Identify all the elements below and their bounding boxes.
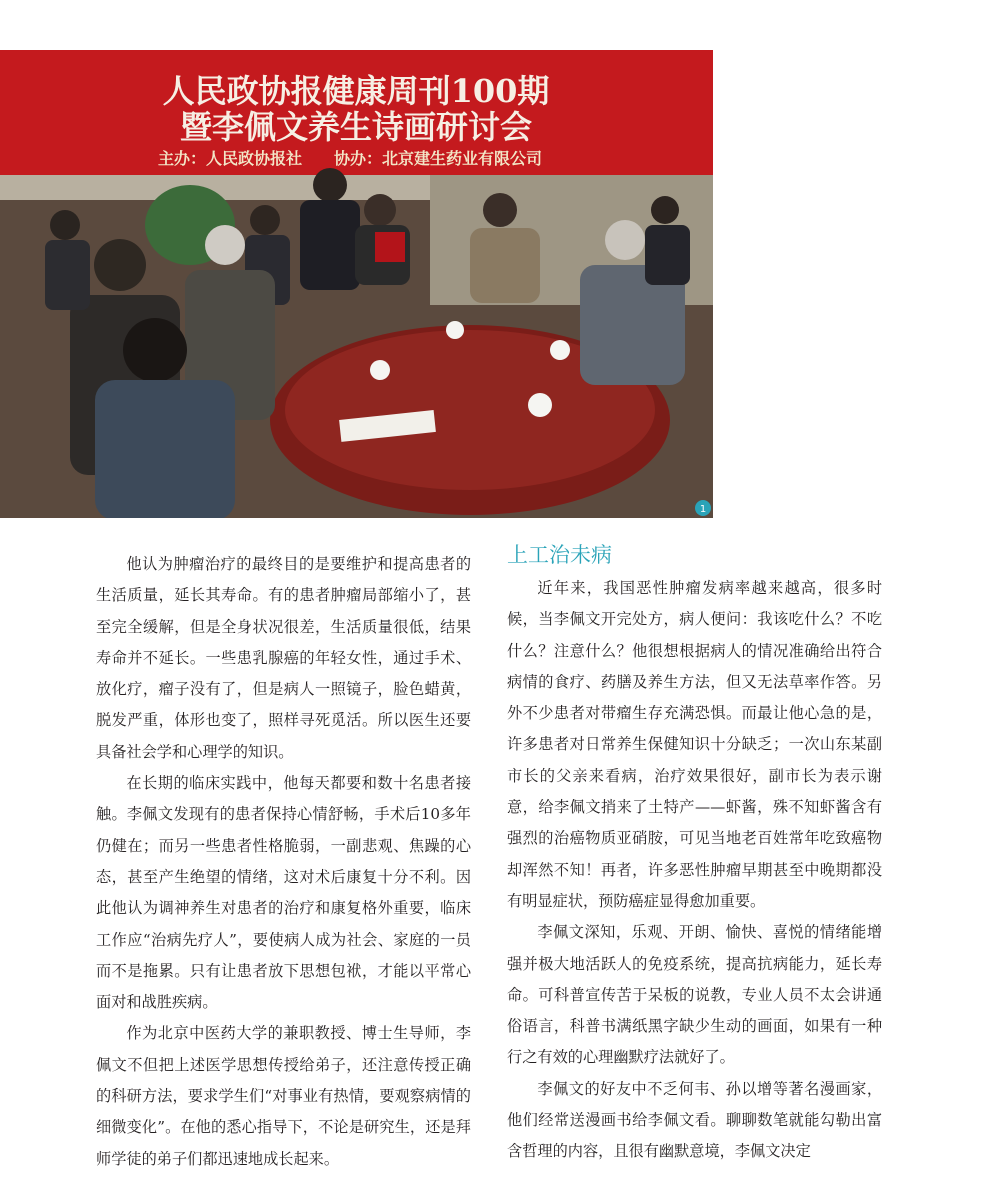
banner-title-line2: 暨李佩文养生诗画研讨会 — [179, 108, 533, 146]
photo-illustration — [0, 50, 713, 518]
left-text-column — [96, 549, 471, 1175]
body-paragraph: 近年来，我国恶性肿瘤发病率越来越高，很多时候，当李佩文开完处方，病人便问：我该吃什么？不吃什么？注意什么？他很想根据病人的情况准确给出符合病情的食疗、药膳及养生方法，但又无法草率作答。另外不少患者对带瘤生存充满恐惧。而最让他心急的是，许多患者对日常养生保健知识十分缺乏；一次山东某副市长的父亲来看病，治疗效果很好，副市长为表示谢意，给李佩文捎来了土特产——虾酱，殊不知虾酱含有强烈的治癌物质亚硝胺，可见当地老百姓常年吃致癌物却浑然不知！再者，许多恶性肿瘤早期甚至中晚期都没有明显症状，预防癌症显得愈加重要。 — [507, 579, 882, 910]
meeting-photo — [0, 50, 713, 518]
body-paragraph: 李佩文深知，乐观、开朗、愉快、喜悦的情绪能增强并极大地活跃人的免疫系统，提高抗病能力，延长寿命。可科普宣传苦于呆板的说教，专业人员不太会讲通俗语言，科普书满纸黑字缺少生动的画面，如果有一种行之有效的心理幽默疗法就好了。 — [507, 923, 882, 1067]
right-text-column — [507, 540, 882, 1168]
section-heading: 上工治未病 — [507, 543, 612, 567]
body-paragraph: 在长期的临床实践中，他每天都要和数十名患者接触。李佩文发现有的患者保持心情舒畅，手术后10多年仍健在；而另一些患者性格脆弱，一副悲观、焦躁的心态，甚至产生绝望的情绪，这对术后康复十分不利。因此他认为调神养生对患者的治疗和康复格外重要，临床工作应“治病先疗人”，要使病人成为社会、家庭的一员而不是拖累。只有让患者放下思想包袱，才能以平常心面对和战胜疾病。 — [96, 774, 471, 1012]
body-paragraph: 李佩文的好友中不乏何韦、孙以增等著名漫画家，他们经常送漫画书给李佩文看。聊聊数笔就能勾勒出富含哲理的内容，且很有幽默意境，李佩文决定 — [507, 1079, 882, 1161]
banner-sponsors: 主办：人民政协报社 协办：北京建生药业有限公司 — [157, 149, 543, 168]
photo-number-label: 1 — [699, 504, 707, 515]
body-paragraph: 作为北京中医药大学的兼职教授、博士生导师，李佩文不但把上述医学思想传授给弟子，还注意传授正确的科研方法，要求学生们“对事业有热情，要观察病情的细微变化”。在他的悉心指导下，不论是研究生，还是拜师学徒的弟子们都迅速地成长起来。 — [96, 1024, 471, 1168]
banner-title-line1: 人民政协报健康周刊100期 — [162, 72, 550, 110]
body-paragraph: 他认为肿瘤治疗的最终目的是要维护和提高患者的生活质量，延长其寿命。有的患者肿瘤局部缩小了，甚至完全缓解，但是全身状况很差，生活质量很低，结果寿命并不延长。一些患乳腺癌的年轻女性，通过手术、放化疗，瘤子没有了，但是病人一照镜子，脸色蜡黄，脱发严重，体形也变了，照样寻死觅活。所以医生还要具备社会学和心理学的知识。 — [96, 555, 471, 761]
